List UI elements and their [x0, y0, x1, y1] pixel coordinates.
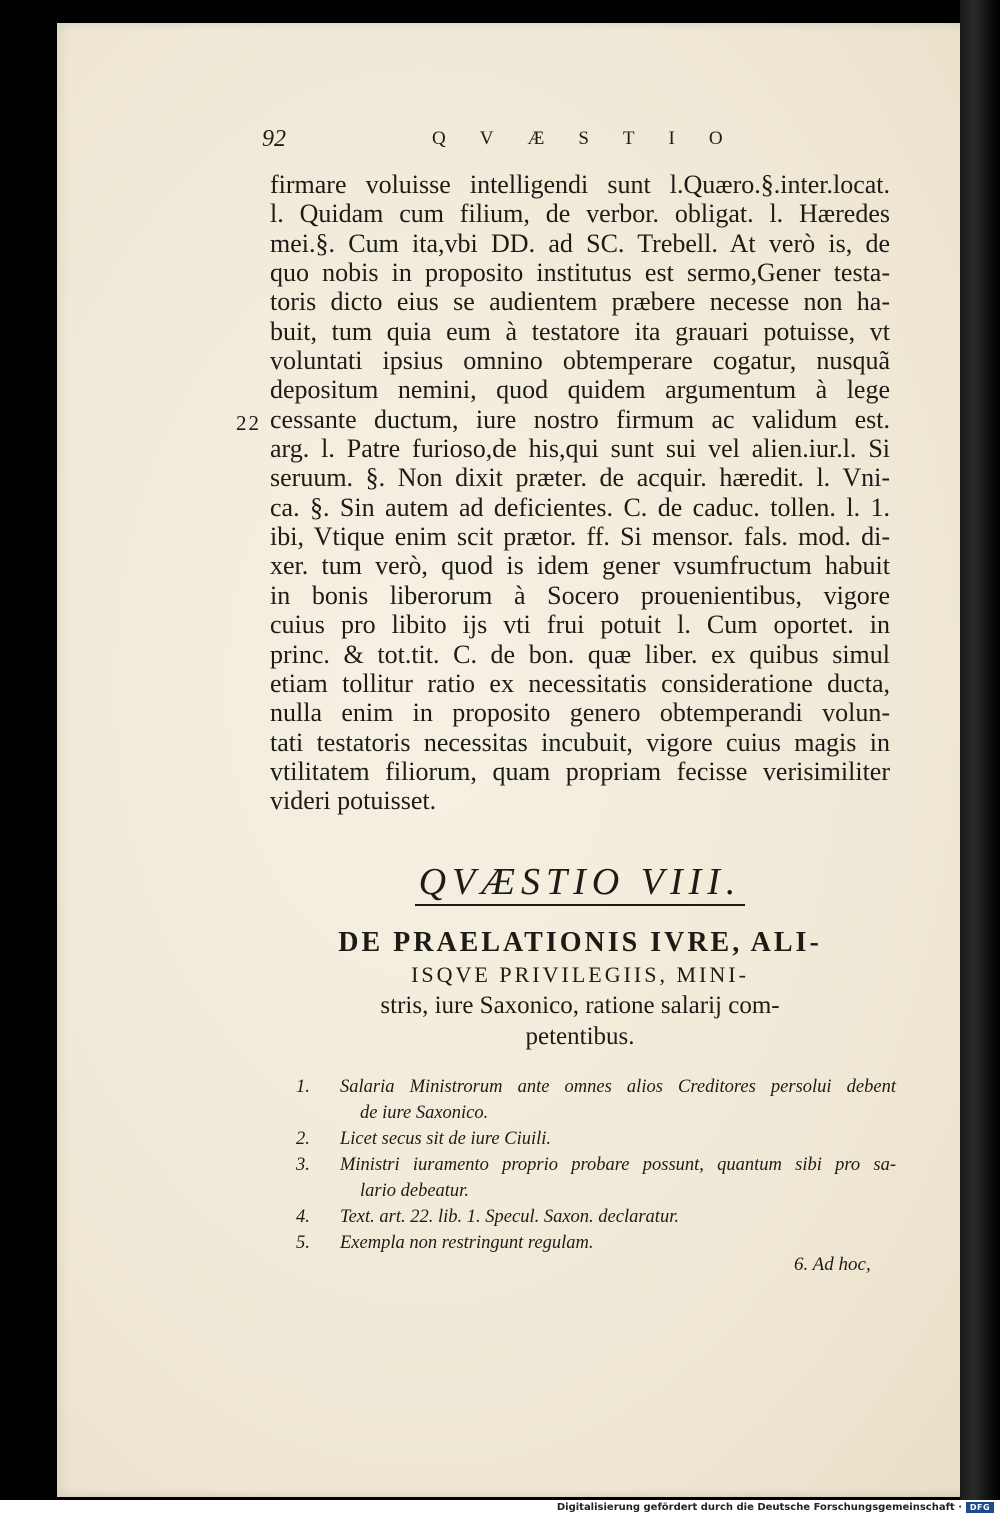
text-line: videri potuisset. — [270, 786, 437, 816]
summary-item — [296, 1152, 896, 1204]
margin-number: 22 — [236, 411, 261, 435]
book-edge — [960, 0, 1000, 1500]
footer-credit: Digitalisierung gefördert durch die Deutsche Forschungsgemeinschaft · — [556, 1502, 962, 1513]
text-line: ca. §. Sin autem ad deficientes. C. de caduc. tollen. l. 1. — [270, 492, 890, 522]
page-number: 92 — [262, 126, 286, 152]
text-line: cuius pro libito ijs vti frui potuit l. Cum oportet. in — [270, 610, 890, 640]
text-line: arg. l. Patre furioso,de his,qui sunt sui vel alien.iur.l. Si — [270, 434, 890, 464]
text-line: nulla enim in proposito genero obtemperandi volun- — [270, 698, 890, 728]
question-heading — [262, 862, 898, 1052]
text-line: buit, tum quia eum à testatore ita grauari potuisse, vt — [270, 316, 890, 346]
heading-line: DE PRAELATIONIS IVRE, ALI- — [338, 927, 822, 958]
summary-text: Licet secus sit de iure Ciuili. — [340, 1129, 552, 1149]
text-line: tati testatoris necessitas incubuit, vigore cuius magis in — [270, 727, 890, 757]
summary-text: Exempla non restringunt regulam. — [340, 1233, 594, 1253]
heading-line: petentibus. — [525, 1023, 635, 1050]
text-line: firmare voluisse intelligendi sunt l.Quæro.§.inter.locat. — [270, 170, 890, 199]
catchword: 6. Ad hoc, — [794, 1254, 871, 1275]
running-title: QVÆSTIO — [432, 128, 757, 149]
text-line: mei.§. Cum ita,vbi DD. ad SC. Trebell. At verò is, de — [270, 228, 890, 258]
summary-text: Salaria Ministrorum ante omnes alios Creditores persolui debent — [340, 1077, 896, 1097]
text-line: depositum nemini, quod quidem argumentum à lege — [270, 375, 890, 405]
text-line: vtilitatem filiorum, quam propriam fecisse verisimiliter — [270, 756, 890, 786]
summary-text: lario debeatur. — [360, 1181, 469, 1201]
summary-item — [296, 1204, 896, 1230]
summary-number: 3. — [296, 1155, 310, 1175]
summary-number: 1. — [296, 1077, 310, 1097]
text-line: ibi, Vtique enim scit prætor. ff. Si mensor. fals. mod. di- — [270, 522, 890, 552]
summary-text: Text. art. 22. lib. 1. Specul. Saxon. declaratur. — [340, 1207, 679, 1227]
dfg-logo-icon: DFG — [966, 1502, 994, 1513]
text-line: quo nobis in proposito institutus est sermo,Gener testa- — [270, 258, 890, 288]
summary-number: 2. — [296, 1129, 310, 1149]
text-line: princ. & tot.tit. C. de bon. quæ liber. ex quibus simul — [270, 639, 890, 669]
running-head — [262, 126, 762, 160]
summary-text: de iure Saxonico. — [360, 1103, 489, 1123]
text-line: toris dicto eius se audientem præbere necesse non ha- — [270, 287, 890, 317]
text-line: xer. tum verò, quod is idem gener vsumfructum habuit — [270, 551, 890, 581]
summary-item — [296, 1126, 896, 1152]
digitization-footer — [0, 1500, 1000, 1516]
text-line: cessante ductum, iure nostro firmum ac validum est. — [270, 404, 890, 434]
text-line: l. Quidam cum filium, de verbor. obligat. l. Hæredes — [270, 199, 890, 229]
text-line: etiam tollitur ratio ex necessitatis consideratione ducta, — [270, 668, 890, 698]
heading-line: ISQVE PRIVILEGIIS, MINI- — [411, 962, 749, 987]
text-line: voluntati ipsius omnino obtemperare cogatur, nusquã — [270, 346, 890, 376]
heading-line: stris, iure Saxonico, ratione salarij com- — [380, 992, 780, 1019]
body-text — [270, 170, 890, 816]
summary-list — [296, 1074, 896, 1256]
summary-number: 5. — [296, 1233, 310, 1253]
text-line: seruum. §. Non dixit præter. de acquir. hæredit. l. Vni- — [270, 463, 890, 493]
summary-item — [296, 1230, 896, 1256]
summary-number: 4. — [296, 1207, 310, 1227]
text-line: in bonis liberorum à Socero prouenientibus, vigore — [270, 580, 890, 610]
summary-text: Ministri iuramento proprio probare possunt, quantum sibi pro sa- — [340, 1155, 896, 1175]
summary-item — [296, 1074, 896, 1126]
question-title: QVÆSTIO VIII. — [415, 862, 746, 906]
